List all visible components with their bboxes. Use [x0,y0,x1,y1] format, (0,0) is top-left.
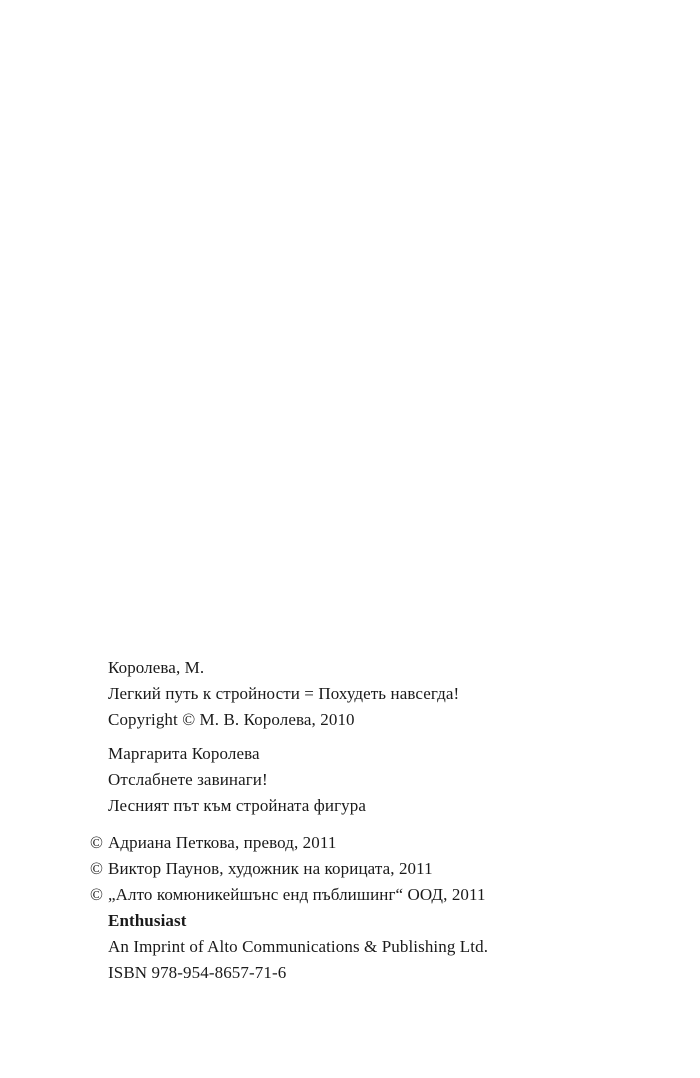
copyright-publisher [90,882,488,908]
original-title: Легкий путь к стройности = Похудеть навсегда! [108,684,460,703]
original-author: Королева, М. [108,658,205,677]
rights-info [90,830,488,986]
translated-edition-info [108,741,366,819]
original-edition-info [108,655,459,733]
copyright-cover-artist [90,856,488,882]
translated-title: Отслабнете завинаги! [108,770,268,789]
copyright-symbol: © [90,859,104,878]
imprint-name: Enthusiast [108,911,187,930]
isbn: ISBN 978-954-8657-71-6 [108,963,287,982]
translated-author: Маргарита Королева [108,744,260,763]
copyright-symbol: © [90,885,104,904]
copyright-cover-artist-text: Виктор Паунов, художник на корицата, 2011 [108,859,433,878]
copyright-translation [90,830,488,856]
imprint-of: An Imprint of Alto Communications & Publishing Ltd. [108,937,489,956]
translated-subtitle: Лесният път към стройната фигура [108,796,366,815]
copyright-publisher-text: „Алто комюникейшънс енд пъблишинг“ ООД, 2011 [108,885,486,904]
original-copyright: Copyright © М. В. Королева, 2010 [108,710,355,729]
copyright-translation-text: Адриана Петкова, превод, 2011 [108,833,337,852]
copyright-symbol: © [90,833,104,852]
